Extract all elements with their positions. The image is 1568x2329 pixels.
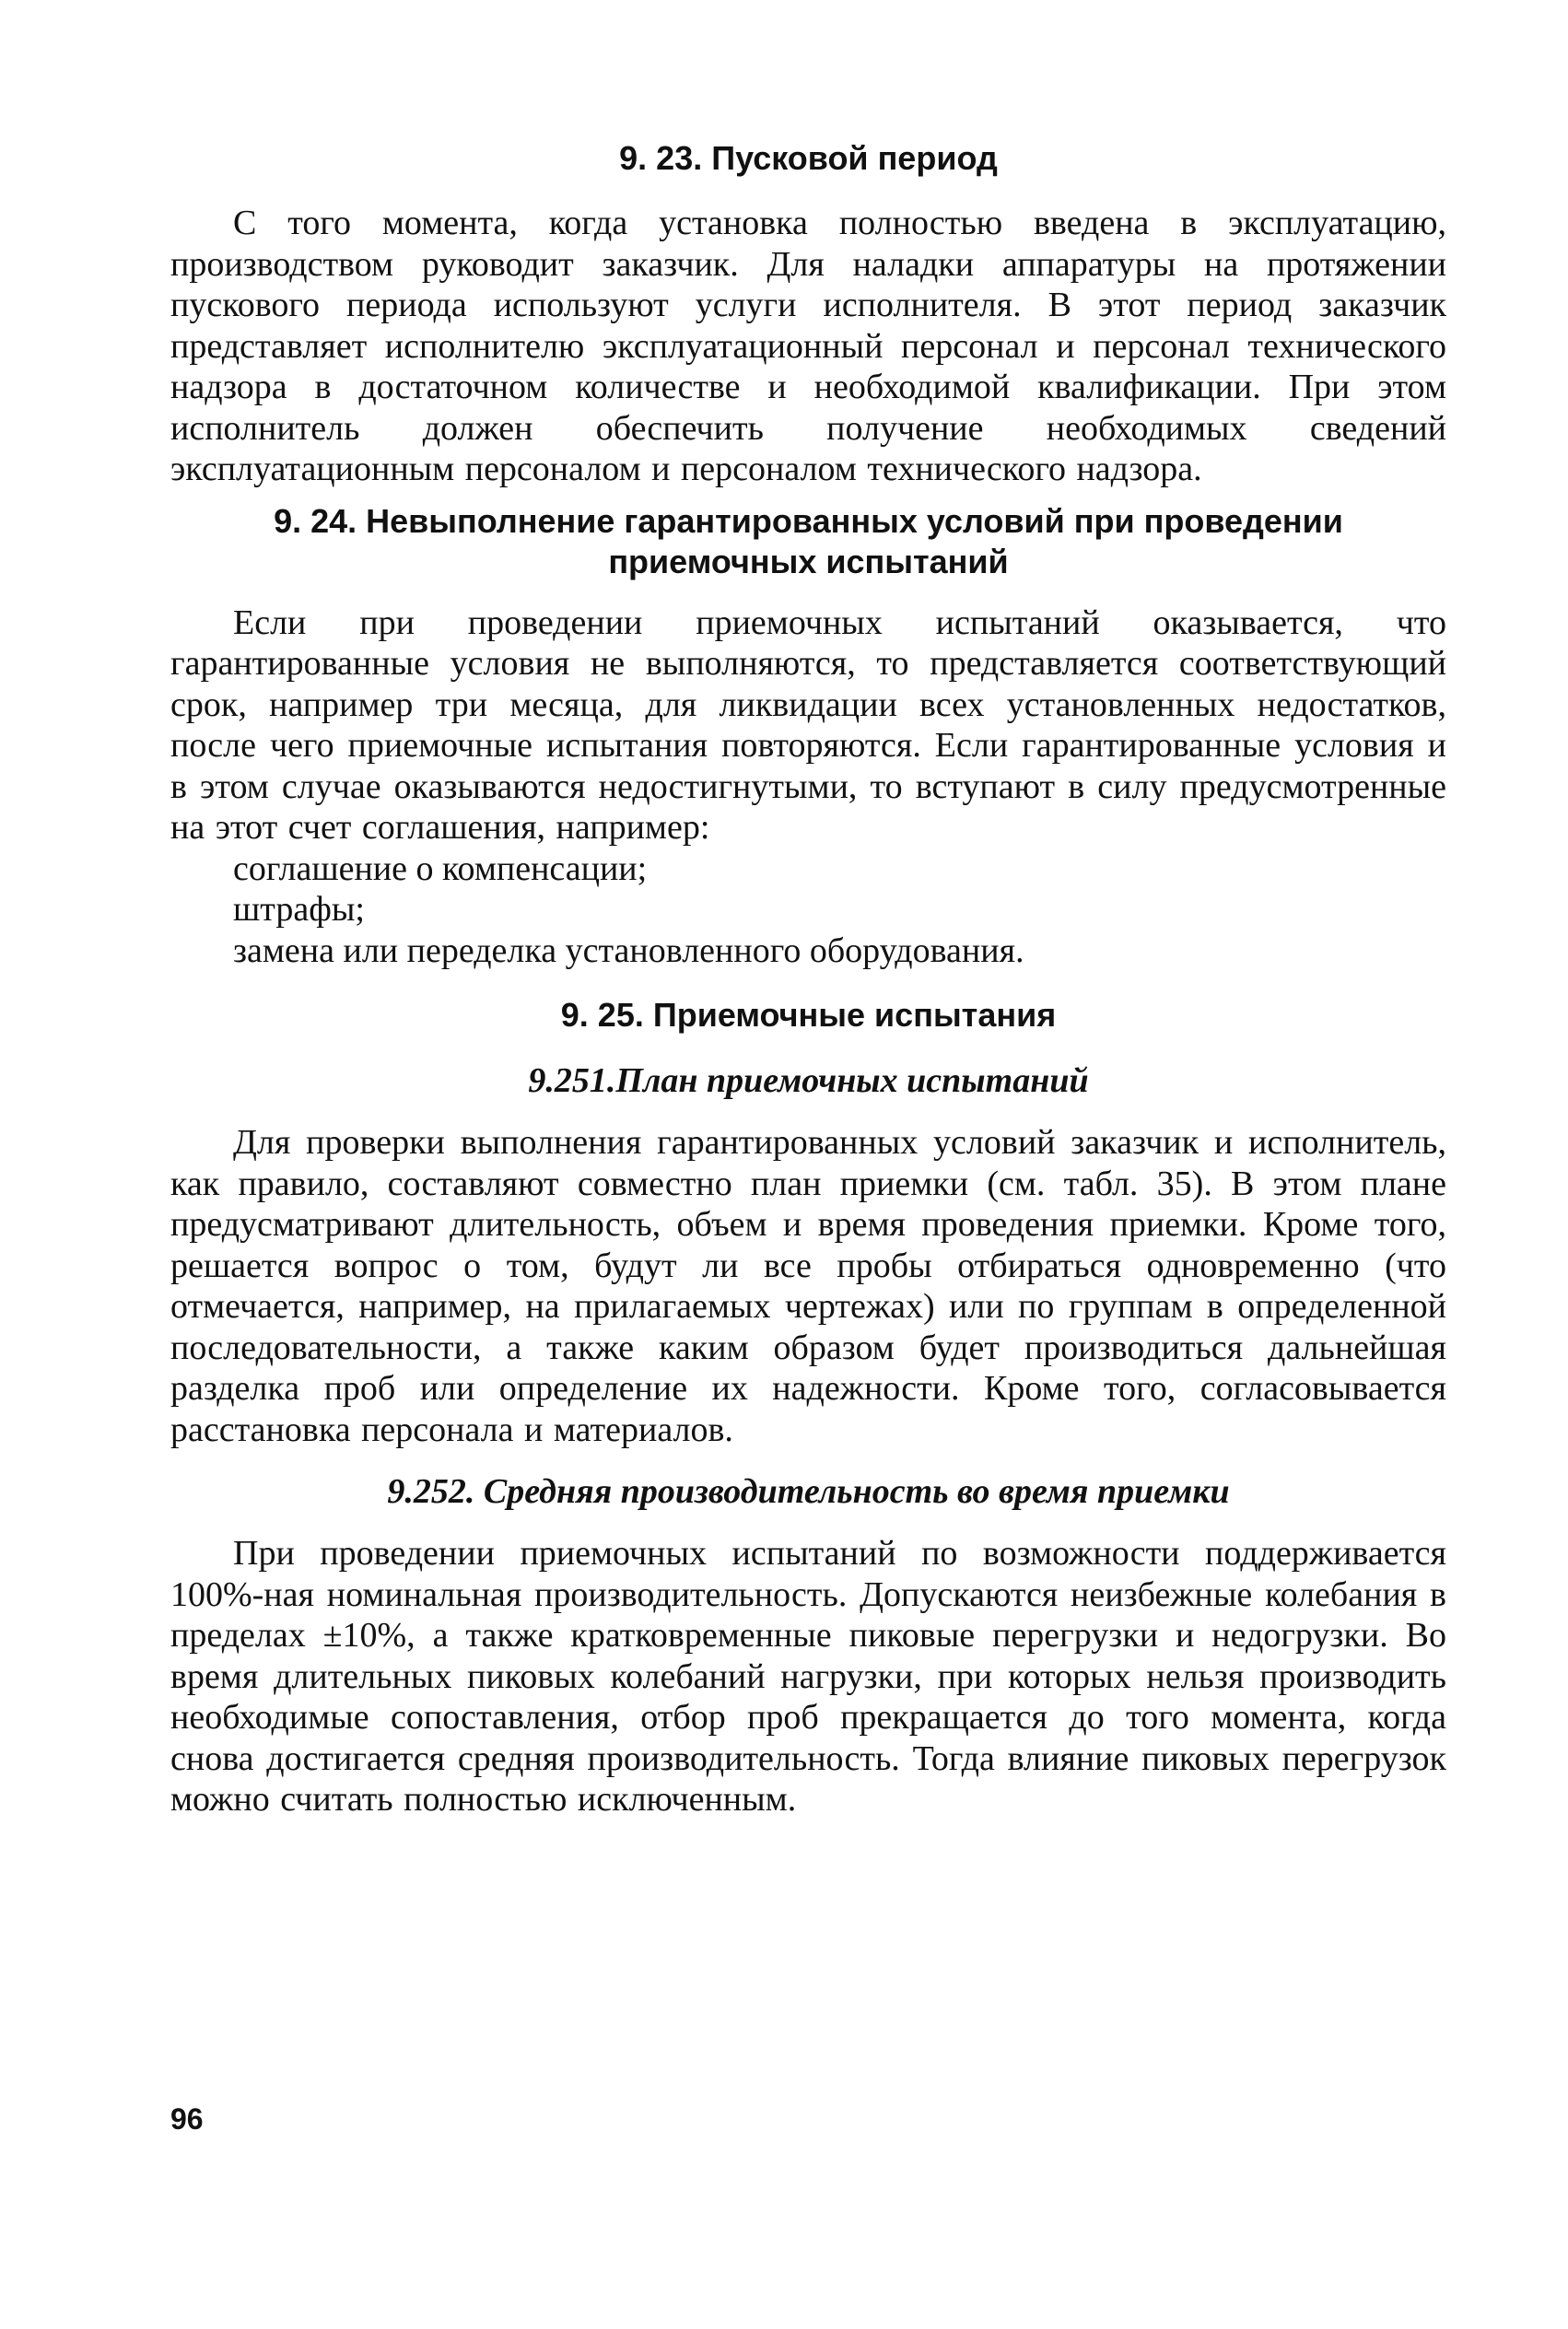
section-heading-9-24-line2: приемочных испытаний xyxy=(608,542,1009,580)
agreements-list xyxy=(170,849,1446,972)
subsection-9-251-paragraph: Для проверки выполнения гарантированных условий заказчик и исполнитель, как правило, составляют совместно план приемки (см. табл. 35). В этом плане предусматривают длительность, объем и время проведения приемки. Кроме того, решается вопрос о том, будут ли все пробы отбираться одновременно (что отмечается, например, на прилагаемых чертежах) или по группам в определенной последовательности, а также каким образом будет производиться дальнейшая разделка проб или определение их надежности. Кроме того, согласовывается расстановка персонала и материалов. xyxy=(170,1123,1446,1449)
subsection-heading-9-252: 9.252. Средняя производительность во время приемки xyxy=(387,1472,1230,1511)
section-9-23-paragraph: С того момента, когда установка полностью введена в эксплуатацию, производством руководит заказчик. Для наладки аппаратуры на протяжении пускового периода используют услуги исполнителя. В этот период заказчик представляет исполнителю эксплуатационный персонал и персонал технического надзора в достаточном количестве и необходимой квалификации. При этом исполнитель должен обеспечить получение необходимых сведений эксплуатационным персоналом и персоналом технического надзора. xyxy=(170,204,1446,488)
section-heading-9-24 xyxy=(170,501,1446,582)
section-heading-9-24-line1: 9. 24. Невыполнение гарантированных условий при проведении xyxy=(274,501,1343,540)
list-item: соглашение о компенсации; xyxy=(233,849,648,888)
section-heading-9-23: 9. 23. Пусковой период xyxy=(619,139,998,177)
section-9-24-paragraph: Если при проведении приемочных испытаний оказывается, что гарантированные условия не выполняются, то представляется соответствующий срок, например три месяца, для ликвидации всех установленных недостатков, после чего приемочные испытания повторяются. Если гарантированные условия и в этом случае оказываются недостигнутыми, то вступают в силу предусмотренные на этот счет соглашения, например: xyxy=(170,603,1446,847)
section-heading-9-25: 9. 25. Приемочные испытания xyxy=(560,996,1057,1034)
subsection-heading-9-251: 9.251.План приемочных испытаний xyxy=(528,1061,1089,1100)
page-number: 96 xyxy=(170,2102,204,2136)
list-item: штрафы; xyxy=(233,890,365,929)
list-item: замена или переделка установленного оборудования. xyxy=(233,930,1024,970)
book-page xyxy=(170,138,1446,1820)
subsection-9-252-paragraph: При проведении приемочных испытаний по возможности поддерживается 100%-ная номинальная производительность. Допускаются неизбежные колебания в пределах ±10%, а также кратковременные пиковые перегрузки и недогрузки. Во время длительных пиковых колебаний нагрузки, при которых нельзя производить необходимые сопоставления, отбор проб прекращается до того момента, когда снова достигается средняя производительность. Тогда влияние пиковых перегрузок можно считать полностью исключенным. xyxy=(170,1534,1446,1819)
